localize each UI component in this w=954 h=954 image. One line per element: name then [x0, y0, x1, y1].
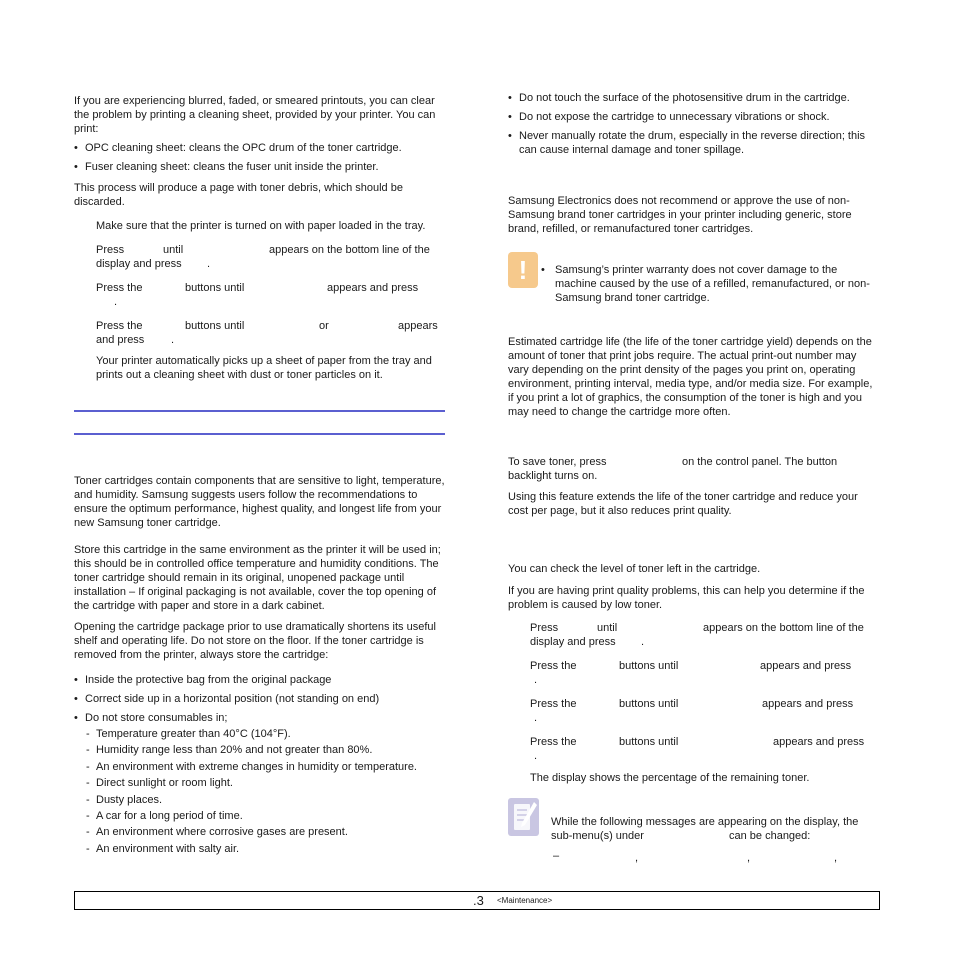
cartridge-life-paragraph: Estimated cartridge life (the life of the toner cartridge yield) depends on the amount of toner that print jobs require. The actual print-out number may vary depending on the print density of the pages you print on, operating environment, printing interval, media type, and/or media size. For example, if you print a lot of graphics, the consumption of the toner is high and you may need to change the cartridge more often. — [508, 336, 873, 418]
process-note: This process will produce a page with toner debris, which should be discarded. — [74, 182, 403, 208]
caution-text: • Samsung’s printer warranty does not cover damage to the machine caused by the use of a refilled, remanufactured, or non-Samsung brand toner cartridge. — [541, 264, 870, 304]
list-subitem: - Temperature greater than 40°C (104°F). — [86, 728, 291, 740]
list-item: • Correct side up in a horizontal position (not standing on end) — [74, 693, 380, 705]
list-item: • Never manually rotate the drum, especially in the reverse direction; this can cause internal damage and toner spillage. — [508, 130, 866, 156]
check-step-1: Press until appears on the bottom line of the display and press . — [530, 622, 864, 648]
check-step-3: Press the buttons until appears and press . — [530, 698, 854, 724]
list-subitem: - An environment with salty air. — [86, 843, 240, 855]
check-step-5: The display shows the percentage of the remaining toner. — [530, 772, 810, 784]
storage-environment: Store this cartridge in the same environment as the printer it will be used in; this should be in controlled office temperature and humidity conditions. The toner cartridge should remain in its original, unopened package until installation – If original packaging is not available, cover the top opening of the cartridge with paper and store in a dark cabinet. — [74, 544, 441, 612]
page-footer — [74, 891, 880, 910]
check-step-2: Press the buttons until appears and press . — [530, 660, 852, 686]
list-item: • Do not expose the cartridge to unnecessary vibrations or shock. — [508, 111, 830, 123]
step-2: Press until appears on the bottom line of the display and press . — [96, 244, 430, 270]
list-item: • OPC cleaning sheet: cleans the OPC drum of the toner cartridge. — [74, 142, 402, 154]
check-step-4: Press the buttons until appears and press . — [530, 736, 865, 762]
list-item: • Do not store consumables in; — [74, 712, 228, 724]
list-subitem: - A car for a long period of time. — [86, 810, 243, 822]
list-subitem: - An environment where corrosive gases are present. — [86, 826, 348, 838]
step-3: Press the buttons until appears and press . — [96, 282, 419, 308]
storage-opening: Opening the cartridge package prior to use dramatically shortens its useful shelf and operating life. Do not store on the floor. If the toner cartridge is removed from the printer, always store the cartridge: — [74, 621, 436, 661]
check-toner-intro: You can check the level of toner left in the cartridge. — [508, 563, 761, 575]
step-1: Make sure that the printer is turned on with paper loaded in the tray. — [96, 220, 426, 232]
note-text: While the following messages are appearing on the display, the sub-menu(s) under can be changed: – , , , — [551, 816, 859, 864]
cleaning-intro: If you are experiencing blurred, faded, or smeared printouts, you can clear the problem by printing a cleaning sheet, provided by your printer. You can print: — [74, 95, 436, 135]
list-item: • Do not touch the surface of the photosensitive drum in the cartridge. — [508, 92, 850, 104]
section-rule-bottom — [74, 433, 445, 435]
list-subitem: - Direct sunlight or room light. — [86, 777, 233, 789]
step-5: Your printer automatically picks up a sheet of paper from the tray and prints out a cleaning sheet with dust or toner particles on it. — [96, 355, 432, 381]
note-pencil-icon — [508, 798, 539, 836]
list-item: • Inside the protective bag from the original package — [74, 674, 332, 686]
exclamation-icon: ! — [508, 252, 538, 288]
list-subitem: - Dusty places. — [86, 794, 163, 806]
list-subitem: - Humidity range less than 20% and not greater than 80%. — [86, 744, 373, 756]
save-toner-effect: Using this feature extends the life of the toner cartridge and reduce your cost per page, but it also reduces print quality. — [508, 491, 858, 517]
section-name: <Maintenance> — [497, 896, 553, 905]
storage-intro: Toner cartridges contain components that are sensitive to light, temperature, and humidity. Samsung suggests users follow the recommendations to ensure the optimum performance, highest quality, and longest life from your new Samsung toner cartridge. — [74, 475, 445, 529]
section-rule-top — [74, 410, 445, 412]
save-toner-paragraph: To save toner, press on the control panel. The button backlight turns on. — [508, 456, 838, 482]
list-item: • Fuser cleaning sheet: cleans the fuser unit inside the printer. — [74, 161, 379, 173]
step-4: Press the buttons until or appears and press . — [96, 320, 438, 346]
non-samsung-paragraph: Samsung Electronics does not recommend or approve the use of non-Samsung brand toner cartridges in your printer including generic, store brand, refilled, or remanufactured toner cartridges. — [508, 195, 852, 235]
check-toner-problem: If you are having print quality problems, this can help you determine if the problem is caused by low toner. — [508, 585, 865, 611]
list-subitem: - An environment with extreme changes in humidity or temperature. — [86, 761, 417, 773]
page-number: .3 — [473, 893, 484, 908]
